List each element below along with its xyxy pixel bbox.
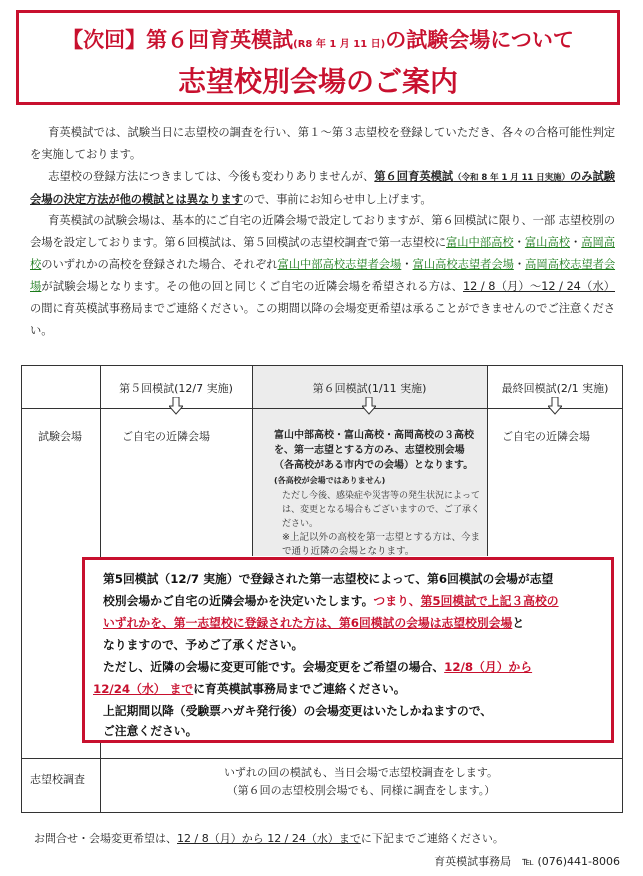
notice-l5a: ただし、近隣の会場に変更可能です。会場変更をご希望の場合、: [103, 660, 445, 674]
notice-line-3: [103, 612, 603, 634]
down-arrow-icon: [548, 397, 562, 415]
down-arrow-icon: [362, 397, 376, 415]
exam6-venue-bold: 富山中部高校・富山高校・高岡高校の３高校を、第一志望とする方のみ、志望校別会場（各高校がある市内での会場）となります。: [274, 430, 474, 471]
exam6-venue-description: [260, 428, 480, 559]
school-toyama-chubu: 富山中部高校: [446, 236, 514, 249]
header-exam6: 第６回模試(1/11 実施): [312, 382, 427, 395]
notice-line-2: [103, 590, 603, 612]
p2-rule: のみ試験会場の決定方法が他の模試とは異なります: [30, 170, 615, 206]
p2-text-d: ので、事前にお知らせ申し上げます。: [242, 193, 432, 206]
title-line2: 志望校別会場のご案内: [177, 65, 458, 98]
notice-l3: いずれかを、第一志望校に登録された方は、第6回模試の会場は志望校別会場: [103, 616, 513, 630]
notice-l2b: つまり、: [373, 594, 421, 608]
notice-l6b: に育英模試事務局までご連絡ください。: [193, 682, 406, 696]
notice-l2a: 校別会場かご自宅の近隣会場かを決定いたします。: [103, 594, 374, 608]
notice-line-8: ご注意ください。: [103, 724, 198, 738]
intro-paragraph-2: [30, 166, 615, 211]
survey-text: [100, 764, 622, 800]
exam6-venue-small: (各高校が会場ではありません): [274, 476, 386, 485]
venue-takaoka: 高岡高校志望者会場: [30, 258, 616, 293]
notice-line-6: [93, 678, 593, 700]
grid-line: [22, 758, 622, 759]
title-box: [16, 10, 620, 105]
header-exam5: 第５回模試(12/7 実施): [119, 382, 233, 395]
p3-dates: 12 / 8（月）～12 / 24（水）: [462, 280, 615, 293]
p3-text-b: のいずれかの高校を登録された場合、それぞれ: [41, 258, 278, 271]
phone-icon: ℡: [522, 855, 534, 868]
p2-exam-name: 第６回育英模試: [374, 170, 454, 183]
exam5-venue: ご自宅の近隣会場: [122, 430, 210, 443]
footer-text-b: に下記までご連絡ください。: [360, 832, 504, 845]
exam6-venue-main: [260, 428, 480, 488]
title-line1-date: (R8 年 1 月 11 日): [293, 39, 386, 50]
school-takaoka: 高岡高校: [30, 236, 615, 271]
notice-l2c: 第5回模試で上記３高校の: [420, 594, 559, 608]
survey-text-2: （第６回の志望校別会場でも、同様に調査をします。）: [226, 784, 496, 797]
notice-line-1: 第5回模試（12/7 実施）で登録された第一志望校によって、第6回模試の会場が志望: [103, 572, 554, 586]
survey-text-1: いずれの回の模試も、当日会場で志望校調査をします。: [223, 766, 499, 779]
office-phone[interactable]: (076)441-8006: [537, 855, 620, 868]
footer-text-a: お問合せ・会場変更希望は、: [34, 832, 177, 845]
exam6-note-1: ただし今後、感染症や災害等の発生状況によっては、変更となる場合もございますので、ご了承ください。: [282, 491, 481, 529]
intro-paragraph-3: 育英模試の試験会場は、基本的にご自宅の近隣会場で設定しておりますが、第６回模試に限り、一部 志望校別の会場を設定しております。第６回模試は、第５回模試の志望校調査で第一志望校に富山中部高校・富山高校・高岡高校のいずれかの高校を登録された場合、それぞれ富山中部高校志望者会場・富山高校志望者会場・高岡高校志望者会場が試験会場となります。その他の回と同じくご自宅の近隣会場を希望される方は、12 / 8（月）～12 / 24（水）の間に育英模試事務局までご連絡ください。この期間以降の会場変更希望は承ることができませんのでご注意ください。: [30, 214, 616, 337]
p3-text-c: が試験会場となります。その他の回と同じくご自宅の近隣会場を希望される方は、: [41, 280, 463, 293]
p3-text-d: の間に育英模試事務局までご連絡ください。この期間以降の会場変更希望は承ることができませんのでご注意ください。: [30, 302, 615, 337]
notice-l6a: 12/24（水） まで: [93, 682, 194, 696]
notice-line-7: 上記期間以降（受験票ハガキ発行後）の会場変更はいたしかねますので、: [103, 704, 493, 718]
notice-l3b: と: [512, 616, 525, 630]
footer-contact: [34, 830, 624, 846]
intro-paragraph-1: 育英模試では、試験当日に志望校の調査を行い、第１～第３志望校を登録していただき、各々の合格可能性判定を実施しております。: [30, 126, 615, 161]
notice-l5b: 12/8（月）から: [444, 660, 533, 674]
notice-box: [82, 557, 614, 743]
title-line1-tail: の試験会場について: [385, 28, 574, 52]
header-exam-final: 最終回模試(2/1 実施): [501, 382, 609, 395]
footer-office: [380, 853, 620, 869]
title-line1: [19, 27, 617, 58]
row-label-survey: 志望校調査: [30, 773, 85, 786]
p2-exam-date: （令和 8 年 1 月 11 日実施）: [453, 173, 571, 183]
school-toyama: 富山高校: [524, 236, 570, 249]
venue-toyama: 富山高校志望者会場: [412, 258, 514, 271]
venue-toyama-chubu: 富山中部高校志望者会場: [277, 258, 402, 271]
footer-dates: 12 / 8（月）から 12 / 24（水）まで: [177, 832, 361, 845]
notice-line-4: なりますので、予めご了承ください。: [103, 638, 304, 652]
down-arrow-icon: [169, 397, 183, 415]
p2-text-a: 志望校の登録方法につきましては、今後も変わりありませんが、: [48, 170, 375, 183]
grid-line: [22, 408, 622, 409]
title-line1-main: 【次回】第６回育英模試: [62, 28, 294, 52]
notice-line-5: [103, 656, 603, 678]
p3-text-a: 育英模試の試験会場は、基本的にご自宅の近隣会場で設定しておりますが、第６回模試に限り、一部 志望校別の会場を設定しております。第６回模試は、第５回模試の志望校調査で第一志望校に: [30, 214, 615, 249]
row-label-venue: 試験会場: [38, 430, 82, 443]
office-name: 育英模試事務局: [434, 855, 512, 868]
exam6-note-2: ※上記以外の高校を第一志望とする方は、今まで通り近隣の会場となります。: [282, 532, 480, 557]
exam-final-venue: ご自宅の近隣会場: [502, 430, 590, 443]
